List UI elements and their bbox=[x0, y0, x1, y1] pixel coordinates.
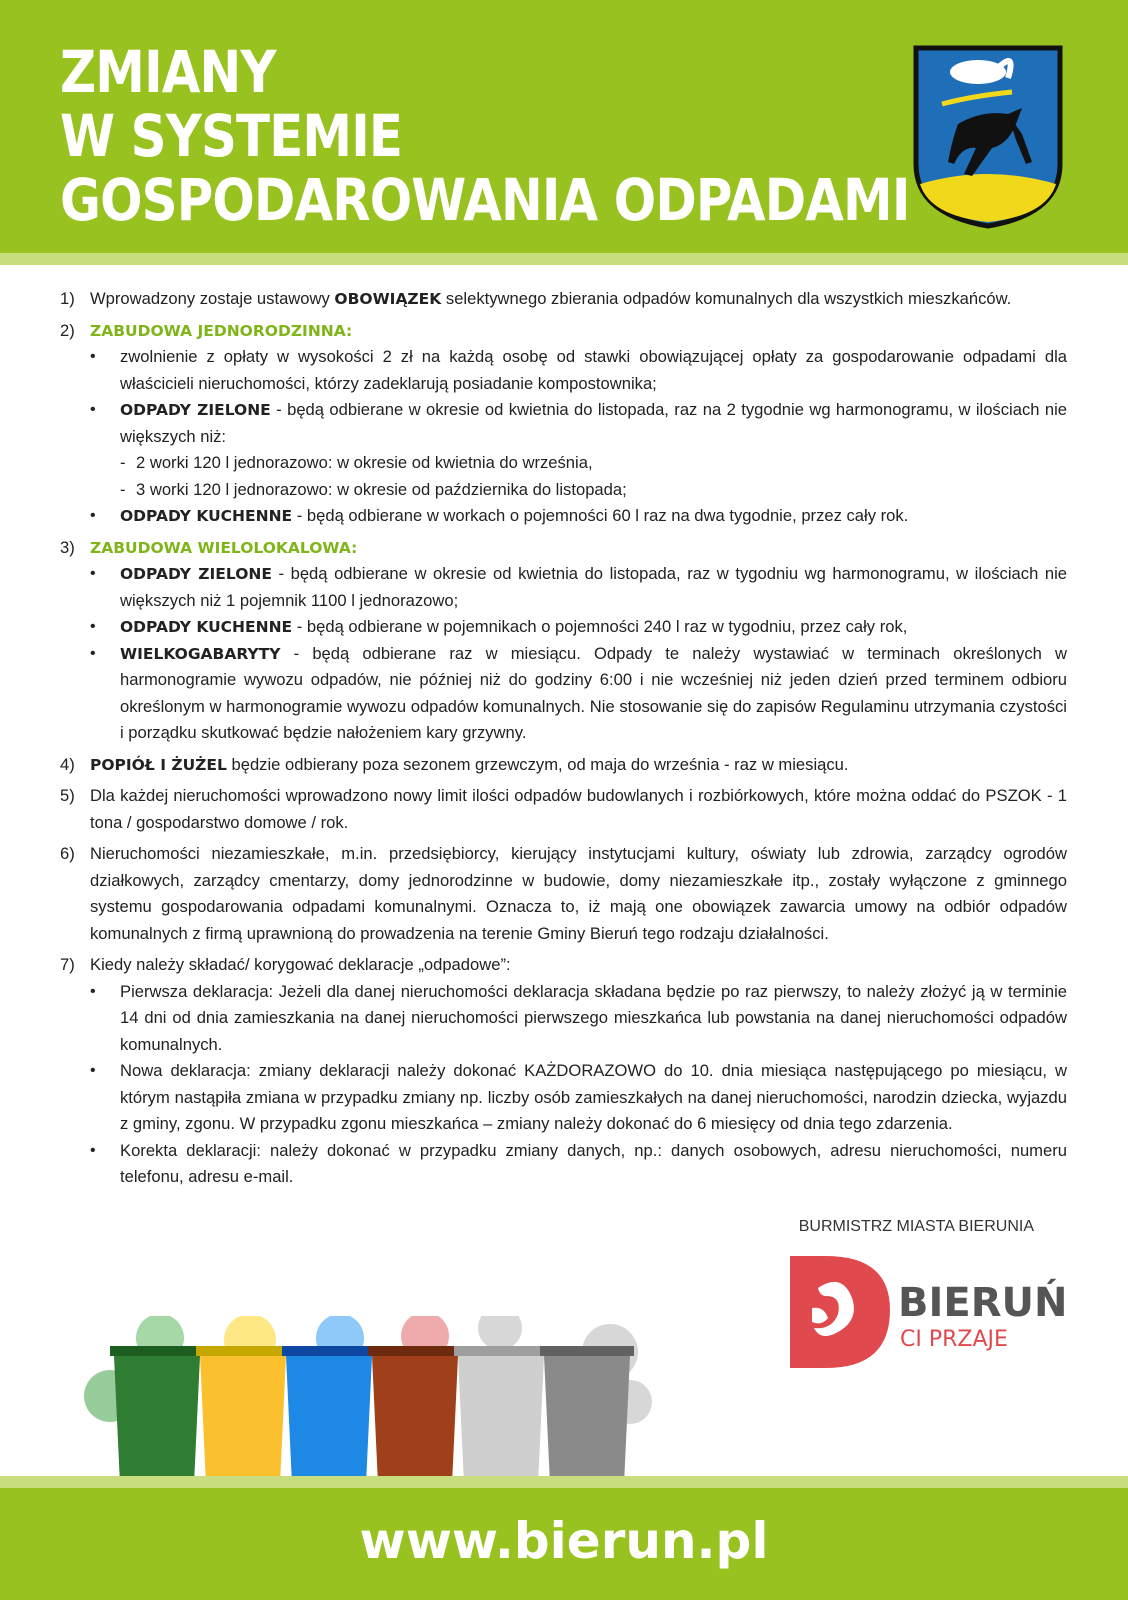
bullet-icon: • bbox=[90, 1062, 96, 1079]
item-text: selektywnego zbierania odpadów komunalnych dla wszystkich mieszkańców. bbox=[441, 289, 1012, 308]
bullet-icon: • bbox=[90, 565, 96, 582]
bin-brown-icon bbox=[368, 1346, 462, 1484]
list-item-5 bbox=[60, 783, 1067, 836]
bullet-text: zwolnienie z opłaty w wysokości 2 zł na każdą osobę od stawki obowiązującej opłaty za gospodarowanie odpadami dla właścicieli nieruchomości, którzy zadeklarują posiadanie kompostownika; bbox=[120, 347, 1067, 393]
logo-name: BIERUŃ bbox=[898, 1280, 1068, 1326]
content bbox=[60, 286, 1067, 1196]
bullet-item bbox=[90, 641, 1067, 747]
bullet-text: - będą odbierane w pojemnikach o pojemności 240 l raz w tygodniu, przez cały rok, bbox=[292, 617, 908, 636]
item-number: 6) bbox=[60, 844, 75, 863]
bin-light-grey-icon bbox=[454, 1346, 548, 1484]
bullet-bold: WIELKOGABARYTY bbox=[120, 644, 281, 663]
bullet-item bbox=[90, 561, 1067, 614]
bullet-text: - będą odbierane raz w miesiącu. Odpady te należy wystawiać w terminach określonych w harmonogramie wywozu odpadów, nie później niż do godziny 6:00 i nie wcześniej niż jeden dzień przed terminem odbioru określonym w harmonogramie wywozu odpadów komunalnych. Nie stosowanie się do zapisów Regulaminu utrzymania czystości i porządku skutkować będzie nałożeniem kary grzywny. bbox=[120, 643, 1067, 742]
header-divider bbox=[0, 253, 1128, 265]
bullet-item bbox=[90, 397, 1067, 503]
list-item-3 bbox=[60, 535, 1067, 747]
bin-dark-grey-icon bbox=[540, 1346, 634, 1484]
item-bold: POPIÓŁ I ŻUŻEL bbox=[90, 755, 227, 774]
bierun-logo bbox=[790, 1252, 1080, 1372]
signature: BURMISTRZ MIASTA BIERUNIA bbox=[798, 1218, 1034, 1235]
coat-of-arms-icon bbox=[912, 44, 1064, 230]
item-text: Kiedy należy składać/ korygować deklaracje „odpadowe”: bbox=[90, 955, 511, 974]
title-line-3: GOSPODAROWANIA ODPADAMI bbox=[60, 166, 910, 234]
logo-tagline: CI PRZAJE bbox=[900, 1327, 1008, 1352]
item-number: 4) bbox=[60, 754, 75, 774]
bin-yellow-icon bbox=[196, 1346, 290, 1484]
section-heading: ZABUDOWA JEDNORODZINNA: bbox=[90, 321, 353, 340]
bullet-icon: • bbox=[90, 982, 96, 1000]
bullet-icon: • bbox=[90, 618, 96, 635]
item-number: 3) bbox=[60, 537, 75, 557]
dash-icon: - bbox=[120, 479, 126, 499]
bullet-text: - będą odbierane w okresie od kwietnia do listopada, raz na 2 tygodnie wg harmonogramu, w ilościach nie większych niż: bbox=[120, 400, 1067, 446]
bullet-icon: • bbox=[90, 1141, 96, 1159]
bullet-icon: • bbox=[90, 507, 96, 524]
bullet-text: - będą odbierane w workach o pojemności 60 l raz na dwa tygodnie, przez cały rok. bbox=[292, 506, 909, 525]
item-bold: OBOWIĄZEK bbox=[334, 290, 442, 308]
item-number: 5) bbox=[60, 786, 75, 805]
bullet-bold: ODPADY ZIELONE bbox=[120, 401, 271, 419]
list-item-7 bbox=[60, 952, 1067, 1191]
title-line-2: W SYSTEMIE bbox=[60, 102, 403, 170]
bullet-bold: ODPADY KUCHENNE bbox=[120, 507, 293, 525]
dash-icon: - bbox=[120, 453, 126, 472]
bullet-icon: • bbox=[90, 348, 96, 365]
list-item-4 bbox=[60, 752, 1067, 779]
bullet-bold: ODPADY KUCHENNE bbox=[120, 618, 293, 636]
item-number: 2) bbox=[60, 320, 75, 340]
bullet-icon: • bbox=[90, 644, 96, 662]
bullet-text: - będą odbierane w okresie od kwietnia do listopada, raz w tygodniu wg harmonogramu, w ilościach nie większych niż 1 pojemnik 1100 l jednorazowo; bbox=[120, 564, 1067, 610]
bullet-item bbox=[90, 503, 1067, 530]
item-number: 1) bbox=[60, 289, 75, 308]
list-item-2 bbox=[60, 318, 1067, 530]
item-text: Wprowadzony zostaje ustawowy bbox=[90, 289, 335, 308]
footer-divider bbox=[0, 1476, 1128, 1488]
dash-text: 2 worki 120 l jednorazowo: w okresie od kwietnia do września, bbox=[136, 453, 593, 472]
bin-green-icon bbox=[110, 1346, 204, 1484]
bullet-item bbox=[90, 1058, 1067, 1138]
bullet-bold: ODPADY ZIELONE bbox=[120, 565, 272, 583]
bullet-text: Nowa deklaracja: zmiany deklaracji należy dokonać KAŻDORAZOWO do 10. dnia miesiąca następującego po miesiącu, w którym nastąpiła zmiana w przypadku zmiany np. liczby osób zamieszkałych na danej nieruchomości, narodzin dziecka, wyjazdu z gminy, zgonu. W przypadku zgonu mieszkańca – zmiany należy dokonać do 6 miesięcy od dnia tego zdarzenia. bbox=[120, 1061, 1067, 1133]
item-text: Dla każdej nieruchomości wprowadzono nowy limit ilości odpadów budowlanych i rozbiórkowych, które można oddać do PSZOK - 1 tona / gospodarstwo domowe / rok. bbox=[90, 786, 1067, 832]
bullet-icon: • bbox=[90, 401, 96, 418]
bullet-item bbox=[90, 614, 1067, 641]
bullet-item bbox=[90, 344, 1067, 397]
section-heading: ZABUDOWA WIELOLOKALOWA: bbox=[90, 538, 358, 557]
waste-bins-illustration bbox=[80, 1316, 660, 1500]
bullet-item bbox=[90, 1138, 1067, 1191]
bin-blue-icon bbox=[282, 1346, 376, 1484]
item-text: będzie odbierany poza sezonem grzewczym, od maja do września - raz w miesiącu. bbox=[226, 754, 849, 774]
list-item-1 bbox=[60, 286, 1067, 313]
item-text: Nieruchomości niezamieszkałe, m.in. przedsiębiorcy, kierujący instytucjami kultury, oświaty lub zdrowia, zarządcy ogrodów działkowych, zarządcy cmentarzy, domy jednorodzinne w budowie, domy niezamieszkałe itp., zostały wyłączone z gminnego systemu gospodarowania odpadami komunalnymi. Oznacza to, iż mają one obowiązek zawarcia umowy na odbiór odpadów komunalnych z firmą uprawnioną do prowadzenia na terenie Gminy Bieruń tego rodzaju działalności. bbox=[90, 844, 1067, 943]
website-link[interactable]: www.bierun.pl bbox=[359, 1512, 769, 1570]
dash-text: 3 worki 120 l jednorazowo: w okresie od października do listopada; bbox=[136, 479, 627, 499]
item-number: 7) bbox=[60, 955, 75, 974]
list-item-6 bbox=[60, 841, 1067, 947]
dash-item bbox=[120, 450, 1067, 477]
dash-item bbox=[120, 477, 1067, 504]
bullet-item bbox=[90, 979, 1067, 1059]
title-line-1: ZMIANY bbox=[60, 38, 276, 106]
bullet-text: Korekta deklaracji: należy dokonać w przypadku zmiany danych, np.: danych osobowych, adresu nieruchomości, numeru telefonu, adresu e-mail. bbox=[120, 1140, 1067, 1186]
bullet-text: Pierwsza deklaracja: Jeżeli dla danej nieruchomości deklaracja składana będzie po raz pierwszy, to należy złożyć ją w terminie 14 dni od dnia zamieszkania na danej nieruchomości pierwszego mieszkańca lub powstania na danej nieruchomości odpadów komunalnych. bbox=[120, 981, 1067, 1054]
page-title bbox=[60, 40, 910, 232]
